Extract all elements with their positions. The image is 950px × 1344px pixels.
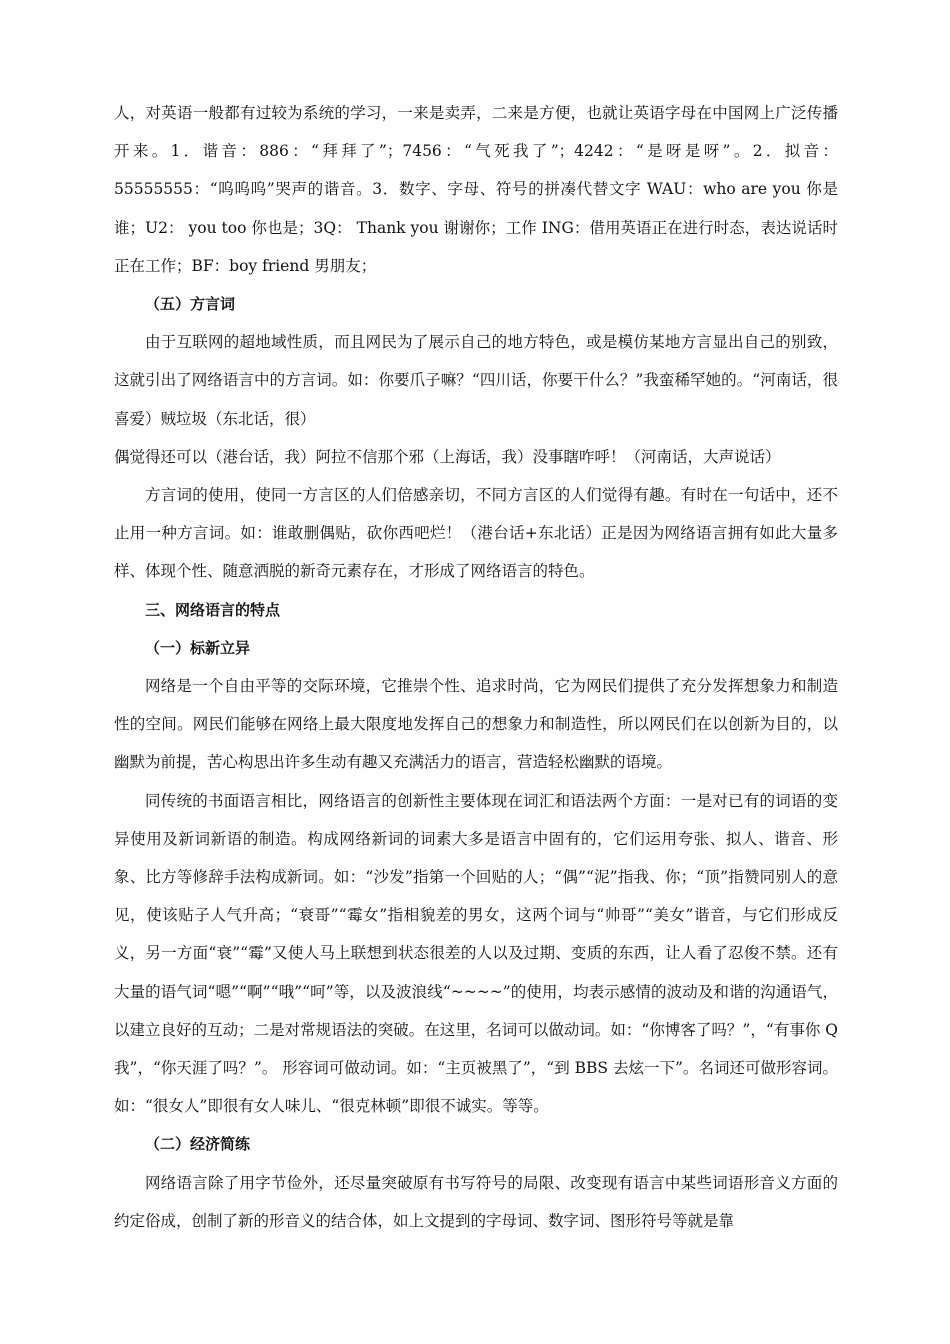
section-heading-concise: （二）经济简练: [145, 1135, 251, 1154]
section-heading-dialect: （五）方言词: [145, 295, 236, 314]
paragraph-dialect-intro: 由于互联网的超地域性质，而且网民为了展示自己的地方特色，或是模仿某地方言显出自己的别致，这就引出了网络语言中的方言词。如：你要爪子嘛？“四川话，你要干什么？”我蛮稀罕她的。“河南话，很喜爱）贼垃圾（东北话，很）: [114, 333, 838, 428]
paragraph-dialect-usage: 方言词的使用，使同一方言区的人们倍感亲切，不同方言区的人们觉得有趣。有时在一句话中，还不止用一种方言词。如：谁敢删偶贴，砍你西吧烂！（港台话+东北话）正是因为网络语言拥有如此大量多样、体现个性、随意洒脱的新奇元素存在，才形成了网络语言的特色。: [114, 486, 838, 581]
paragraph-concise-intro: 网络语言除了用字节俭外，还尽量突破原有书写符号的局限、改变现有语言中某些词语形音义方面的约定俗成，创制了新的形音义的结合体，如上文提到的字母词、数字词、图形符号等就是靠: [114, 1173, 838, 1230]
chapter-heading-features: 三、网络语言的特点: [145, 600, 281, 619]
section-heading-innovative: （一）标新立异: [145, 638, 251, 657]
paragraph-innovative-detail: 同传统的书面语言相比，网络语言的创新性主要体现在词汇和语法两个方面：一是对已有的词语的变异使用及新词新语的制造。构成网络新词的词素大多是语言中固有的，它们运用夸张、拟人、谐音、形象、比方等修辞手法构成新词。如：“沙发”指第一个回贴的人；“偶”“泥”指我、你；“顶”指赞同别人的意见，使该贴子人气升高；“衰哥”“霉女”指相貌差的男女，这两个词与“帅哥”“美女”谐音，与它们形成反义，另一方面“衰”“霉”又使人马上联想到状态很差的人以及过期、变质的东西，让人看了忍俊不禁。还有大量的语气词“嗯”“啊”“哦”“呵”等，以及波浪线“~~~~”的使用，均表示感情的波动及和谐的沟通语气，以建立良好的互动；二是对常规语法的突破。在这里，名词可以做动词。如：“你博客了吗？”，“有事你 Q 我”，“你天涯了吗？”。 形容词可做动词。如：“主页被黑了”，“到 BBS 去炫一下”。名词还可做形容词。如：“很女人”即很有女人味儿、“很克林顿”即很不诚实。等等。: [114, 791, 838, 1116]
paragraph-innovative-intro: 网络是一个自由平等的交际环境，它推崇个性、追求时尚，它为网民们提供了充分发挥想象力和制造性的空间。网民们能够在网络上最大限度地发挥自己的想象力和制造性，所以网民们在以创新为目的，以幽默为前提，苦心构思出许多生动有趣又充满活力的语言，营造轻松幽默的语境。: [114, 677, 838, 772]
paragraph-dialect-examples: 偶觉得还可以（港台话，我）阿拉不信那个邪（上海话，我）没事瞎咋呼！（河南话，大声说话）: [114, 447, 781, 466]
paragraph-english-abbrev-cont: 人，对英语一般都有过较为系统的学习，一来是卖弄，二来是方便，也就让英语字母在中国网上广泛传播开来。1．谐音：886：“拜拜了”；7456：“气死我了”；4242：“是呀是呀”。2．拟音：55555555：“呜呜呜”哭声的谐音。3．数字、字母、符号的拼凑代替文字 WAU：who are you 你是谁；U2： you too 你也是；3Q： Thank you 谢谢你；工作 ING：借用英语正在进行时态，表达说话时正在工作；BF：boy friend 男朋友；: [114, 104, 838, 275]
